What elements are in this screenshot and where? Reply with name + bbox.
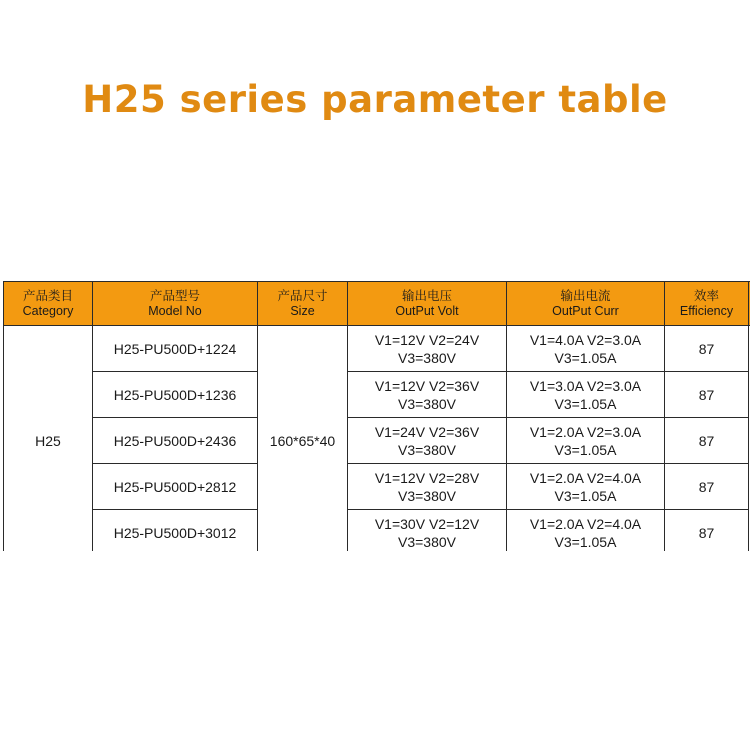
header-model-cn: 产品型号 bbox=[149, 288, 200, 303]
curr-line-1: V1=2.0A V2=4.0A bbox=[529, 515, 642, 532]
output-volt-cell bbox=[348, 326, 507, 372]
header-efficiency-cn: 效率 bbox=[693, 288, 719, 303]
table-row bbox=[4, 372, 750, 418]
header-output-volt bbox=[348, 282, 507, 326]
size-cell: 160*65*40 bbox=[258, 326, 348, 552]
output-curr-cell bbox=[507, 418, 665, 464]
table-row bbox=[4, 510, 750, 552]
efficiency-cell: 87 bbox=[665, 326, 749, 372]
header-output-volt-cn: 输出电压 bbox=[401, 288, 452, 303]
curr-line-1: V1=2.0A V2=4.0A bbox=[529, 469, 642, 486]
output-curr-cell bbox=[507, 464, 665, 510]
volt-line-2: V3=380V bbox=[398, 395, 456, 412]
curr-line-1: V1=4.0A V2=3.0A bbox=[529, 331, 642, 348]
output-curr-cell bbox=[507, 372, 665, 418]
model-cell: H25-PU500D+2812 bbox=[93, 464, 258, 510]
header-row bbox=[4, 282, 750, 326]
header-efficiency-en: Efficiency bbox=[679, 303, 734, 318]
header-size-cn: 产品尺寸 bbox=[277, 288, 328, 303]
header-category-en: Category bbox=[22, 303, 74, 318]
model-cell: H25-PU500D+1236 bbox=[93, 372, 258, 418]
table-row bbox=[4, 326, 750, 372]
header-efficiency bbox=[665, 282, 749, 326]
curr-line-2: V3=1.05A bbox=[554, 349, 617, 366]
header-size bbox=[258, 282, 348, 326]
efficiency-cell: 87 bbox=[665, 464, 749, 510]
efficiency-cell: 87 bbox=[665, 418, 749, 464]
volt-line-1: V1=30V V2=12V bbox=[374, 515, 480, 532]
volt-line-1: V1=12V V2=24V bbox=[374, 331, 480, 348]
header-category bbox=[4, 282, 93, 326]
table-body bbox=[4, 326, 750, 552]
header-output-curr-en: OutPut Curr bbox=[552, 303, 619, 318]
volt-line-1: V1=12V V2=28V bbox=[374, 469, 480, 486]
category-cell: H25 bbox=[4, 326, 93, 552]
volt-line-1: V1=12V V2=36V bbox=[374, 377, 480, 394]
efficiency-cell: 87 bbox=[665, 510, 749, 552]
output-curr-cell bbox=[507, 510, 665, 552]
table-header bbox=[4, 282, 750, 326]
table-row bbox=[4, 418, 750, 464]
volt-line-2: V3=380V bbox=[398, 441, 456, 458]
curr-line-2: V3=1.05A bbox=[554, 487, 617, 504]
output-volt-cell bbox=[348, 372, 507, 418]
header-category-cn: 产品类目 bbox=[22, 288, 73, 303]
parameter-table-wrapper bbox=[3, 281, 750, 551]
header-output-volt-en: OutPut Volt bbox=[395, 303, 459, 318]
header-model-en: Model No bbox=[148, 303, 202, 318]
volt-line-1: V1=24V V2=36V bbox=[374, 423, 480, 440]
header-output-curr bbox=[507, 282, 665, 326]
header-size-en: Size bbox=[290, 303, 315, 318]
parameter-table bbox=[3, 281, 750, 551]
curr-line-2: V3=1.05A bbox=[554, 441, 617, 458]
efficiency-cell: 87 bbox=[665, 372, 749, 418]
output-volt-cell bbox=[348, 464, 507, 510]
model-cell: H25-PU500D+1224 bbox=[93, 326, 258, 372]
curr-line-1: V1=2.0A V2=3.0A bbox=[529, 423, 642, 440]
output-curr-cell bbox=[507, 326, 665, 372]
curr-line-2: V3=1.05A bbox=[554, 395, 617, 412]
model-cell: H25-PU500D+3012 bbox=[93, 510, 258, 552]
volt-line-2: V3=380V bbox=[398, 533, 456, 550]
page-title: H25 series parameter table bbox=[82, 78, 668, 121]
header-output-curr-cn: 输出电流 bbox=[560, 288, 611, 303]
curr-line-1: V1=3.0A V2=3.0A bbox=[529, 377, 642, 394]
volt-line-2: V3=380V bbox=[398, 349, 456, 366]
header-model bbox=[93, 282, 258, 326]
curr-line-2: V3=1.05A bbox=[554, 533, 617, 550]
output-volt-cell bbox=[348, 418, 507, 464]
model-cell: H25-PU500D+2436 bbox=[93, 418, 258, 464]
output-volt-cell bbox=[348, 510, 507, 552]
volt-line-2: V3=380V bbox=[398, 487, 456, 504]
table-row bbox=[4, 464, 750, 510]
